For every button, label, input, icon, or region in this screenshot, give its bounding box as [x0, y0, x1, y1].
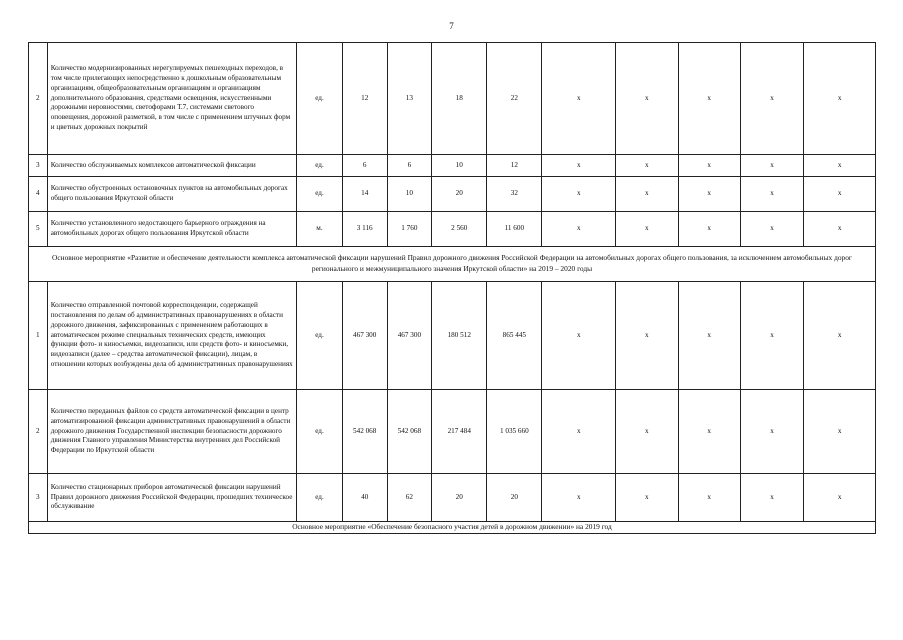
- value-cell: x: [542, 43, 616, 155]
- row-number: 2: [29, 43, 48, 155]
- value-cell: x: [804, 390, 876, 474]
- value-cell: x: [616, 282, 678, 390]
- value-cell: x: [616, 177, 678, 212]
- value-cell: x: [804, 177, 876, 212]
- value-cell: x: [542, 155, 616, 177]
- value-cell: x: [740, 155, 803, 177]
- value-cell: 2 560: [432, 212, 487, 247]
- indicator-name: Количество установленного недостающего барьерного ограждения на автомобильных дорогах общего пользования Иркутской области: [47, 212, 296, 247]
- row-number: 3: [29, 155, 48, 177]
- unit-cell: ед.: [297, 282, 343, 390]
- table-row: [29, 212, 876, 247]
- value-cell: 3 116: [342, 212, 387, 247]
- value-cell: x: [740, 177, 803, 212]
- value-cell: x: [678, 43, 740, 155]
- unit-cell: ед.: [297, 390, 343, 474]
- unit-cell: м.: [297, 212, 343, 247]
- table-row: [29, 474, 876, 522]
- indicator-name: Количество обслуживаемых комплексов автоматической фиксации: [47, 155, 296, 177]
- value-cell: x: [678, 155, 740, 177]
- value-cell: x: [678, 282, 740, 390]
- value-cell: 217 484: [432, 390, 487, 474]
- table-row: [29, 282, 876, 390]
- value-cell: x: [616, 155, 678, 177]
- value-cell: x: [542, 212, 616, 247]
- value-cell: x: [616, 390, 678, 474]
- value-cell: 542 068: [342, 390, 387, 474]
- value-cell: 542 068: [387, 390, 432, 474]
- value-cell: x: [740, 282, 803, 390]
- value-cell: 20: [487, 474, 542, 522]
- indicator-name: Количество модернизированных нерегулируемых пешеходных переходов, в том числе прилегающих непосредственно к дошкольным образовательным организациям, общеобразовательным организациям и организациям дополнительного образования, средствами освещения, искусственными дорожными неровностями, светофорами Т.7, системами светового оповещения, дорожной разметкой, в том числе с применением штучных форм и цветных дорожных покрытий: [47, 43, 296, 155]
- value-cell: x: [616, 43, 678, 155]
- value-cell: 62: [387, 474, 432, 522]
- indicator-name: Количество обустроенных остановочных пунктов на автомобильных дорогах общего пользования Иркутской области: [47, 177, 296, 212]
- value-cell: 180 512: [432, 282, 487, 390]
- section-heading: Основное мероприятие «Развитие и обеспечение деятельности комплекса автоматической фиксации нарушений Правил дорожного движения Российской Федерации на автомобильных дорогах общего пользования, за исключением автомобильных дорог регионального и межмуниципального значения Иркутской области» на 2019 – 2020 годы: [29, 247, 876, 282]
- value-cell: 22: [487, 43, 542, 155]
- value-cell: 1 035 660: [487, 390, 542, 474]
- row-number: 3: [29, 474, 48, 522]
- value-cell: x: [740, 390, 803, 474]
- value-cell: 20: [432, 177, 487, 212]
- page-number: 7: [449, 21, 454, 31]
- value-cell: 467 300: [342, 282, 387, 390]
- indicator-name: Количество переданных файлов со средств автоматической фиксации в центр автоматизированной фиксации административных правонарушений в области дорожного движения Государственной инспекции безопасности дорожного движения Главного управления Министерства внутренних дел Российской Федерации по Иркутской области: [47, 390, 296, 474]
- table-row: [29, 177, 876, 212]
- unit-cell: ед.: [297, 177, 343, 212]
- value-cell: x: [678, 177, 740, 212]
- value-cell: 12: [342, 43, 387, 155]
- value-cell: x: [804, 155, 876, 177]
- value-cell: 10: [432, 155, 487, 177]
- table-row: [29, 390, 876, 474]
- value-cell: x: [616, 212, 678, 247]
- value-cell: 14: [342, 177, 387, 212]
- table-row: [29, 43, 876, 155]
- value-cell: 18: [432, 43, 487, 155]
- value-cell: 20: [432, 474, 487, 522]
- value-cell: 32: [487, 177, 542, 212]
- value-cell: x: [740, 43, 803, 155]
- value-cell: 6: [387, 155, 432, 177]
- value-cell: x: [804, 212, 876, 247]
- value-cell: 13: [387, 43, 432, 155]
- unit-cell: ед.: [297, 43, 343, 155]
- section-heading-row: [29, 247, 876, 282]
- value-cell: 6: [342, 155, 387, 177]
- value-cell: x: [740, 212, 803, 247]
- value-cell: x: [542, 282, 616, 390]
- value-cell: x: [804, 43, 876, 155]
- value-cell: x: [678, 474, 740, 522]
- value-cell: 11 600: [487, 212, 542, 247]
- row-number: 1: [29, 282, 48, 390]
- section-heading: Основное мероприятие «Обеспечение безопасного участия детей в дорожном движении» на 2019 год: [29, 522, 876, 534]
- value-cell: x: [804, 282, 876, 390]
- value-cell: x: [616, 474, 678, 522]
- indicators-table: [28, 42, 876, 534]
- unit-cell: ед.: [297, 155, 343, 177]
- value-cell: 40: [342, 474, 387, 522]
- value-cell: 12: [487, 155, 542, 177]
- row-number: 4: [29, 177, 48, 212]
- value-cell: x: [804, 474, 876, 522]
- row-number: 2: [29, 390, 48, 474]
- table-row: [29, 155, 876, 177]
- indicator-name: Количество стационарных приборов автоматической фиксации нарушений Правил дорожного движения Российской Федерации, прошедших техническое обслуживание: [47, 474, 296, 522]
- value-cell: x: [542, 474, 616, 522]
- value-cell: x: [542, 390, 616, 474]
- value-cell: x: [740, 474, 803, 522]
- row-number: 5: [29, 212, 48, 247]
- indicator-name: Количество отправленной почтовой корреспонденции, содержащей постановления по делам об административных правонарушениях в области дорожного движения, зафиксированных с применением работающих в автоматическом режиме специальных технических средств, имеющих функции фото- и киносъемки, видеозаписи, или средств фото- и киносъемки, видеозаписи (далее – средства автоматической фиксации), лицам, в отношении которых возбуждены дела об административных правонарушениях: [47, 282, 296, 390]
- value-cell: 1 760: [387, 212, 432, 247]
- value-cell: 865 445: [487, 282, 542, 390]
- value-cell: 467 300: [387, 282, 432, 390]
- section-heading-row: [29, 522, 876, 534]
- value-cell: 10: [387, 177, 432, 212]
- value-cell: x: [678, 390, 740, 474]
- unit-cell: ед.: [297, 474, 343, 522]
- value-cell: x: [542, 177, 616, 212]
- value-cell: x: [678, 212, 740, 247]
